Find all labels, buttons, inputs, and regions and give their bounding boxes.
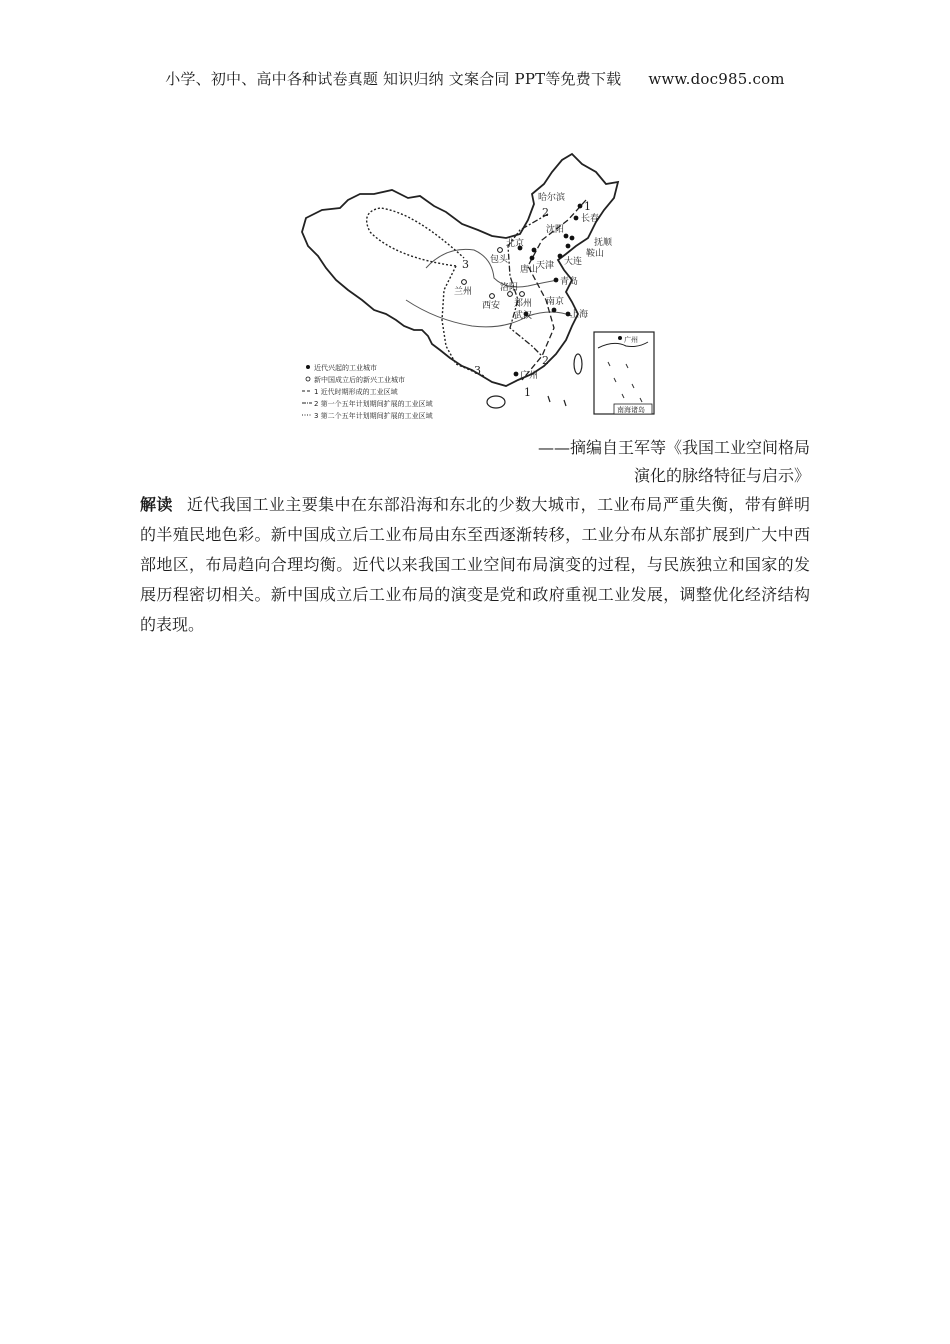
city-label-luoyang: 洛阳 (500, 283, 519, 293)
city-dot-guangzhou (514, 372, 519, 377)
taiwan-island (574, 354, 582, 374)
city-label-changchun: 长春 (581, 214, 600, 224)
legend-item-region-1: 1 近代时期形成的工业区域 (314, 388, 398, 396)
header-site: www.doc985.com (648, 70, 785, 88)
analysis-text: 近代我国工业主要集中在东部沿海和东北的少数大城市，工业布局严重失衡，带有鲜明的半殖民地色彩。新中国成立后工业布局由东至西逐渐转移，工业分布从东部扩展到广大中西部地区，布局趋向合理均衡。近代以来我国工业空间布局演变的过程，与民族独立和国家的发展历程密切相关。新中国成立后工业布局的演变是党和政府重视工业发展，调整优化经济结构的表现。 (140, 495, 810, 634)
legend-item-region-2: 2 第一个五年计划期间扩展的工业区域 (314, 400, 433, 408)
city-label-tangshan: 唐山 (520, 265, 539, 275)
city-label-zhengzhou: 郑州 (514, 299, 533, 309)
city-label-wuhan: 武汉 (514, 311, 533, 321)
city-label-shanghai: 上海 (570, 310, 589, 320)
region-number-1a: 1 (584, 200, 591, 213)
region-number-1b: 1 (524, 386, 531, 399)
citation-line-2: 演化的脉络特征与启示》 (633, 466, 810, 485)
city-dot-tianjin (530, 256, 535, 261)
city-label-tianjin: 天津 (536, 261, 555, 271)
citation-line-1: ——摘编自王军等《我国工业空间格局 (537, 438, 810, 457)
region-number-3b: 3 (474, 364, 481, 377)
city-label-xian: 西安 (482, 301, 501, 311)
header-title: 小学、初中、高中各种试卷真题 知识归纳 文案合同 PPT等免费下载 (165, 70, 622, 88)
inset-label: 南海诸岛 (617, 406, 645, 414)
city-label-shenyang: 沈阳 (546, 225, 565, 235)
legend-item-modern: 近代兴起的工业城市 (314, 364, 377, 372)
city-dot-anshan (566, 244, 571, 249)
analysis-lead: 解读 (140, 495, 173, 514)
city-dot-qingdao (554, 278, 559, 283)
city-dot-xian (490, 294, 495, 299)
analysis-paragraph (140, 490, 810, 640)
page-header (0, 68, 950, 89)
city-label-baotou: 包头 (490, 255, 509, 265)
city-label-nanjing: 南京 (546, 297, 565, 307)
industry-map-figure (296, 150, 658, 422)
city-label-harbin: 哈尔滨 (538, 193, 566, 203)
city-dot-shenyang (564, 234, 569, 239)
city-dot-harbin (578, 204, 583, 209)
city-dot-zhengzhou (520, 292, 525, 297)
city-label-lanzhou: 兰州 (454, 287, 473, 297)
region-number-2a: 2 (542, 206, 549, 219)
inset-city-label: 广州 (624, 336, 638, 344)
city-label-beijing: 北京 (506, 239, 525, 249)
map-legend (302, 363, 433, 420)
inset-city-dot (618, 336, 622, 340)
city-dot-nanjing (552, 308, 557, 313)
coast-islands (548, 396, 566, 406)
legend-item-new: 新中国成立后的新兴工业城市 (314, 376, 405, 384)
city-dot-dalian (558, 254, 563, 259)
city-label-fushun: 抚顺 (594, 238, 613, 248)
legend-dot-modern (306, 365, 310, 369)
city-label-anshan: 鞍山 (586, 249, 605, 259)
china-industry-map (296, 150, 658, 422)
city-dot-lanzhou (462, 280, 467, 285)
city-dot-fushun (570, 236, 575, 241)
hainan-island (487, 396, 505, 408)
city-label-dalian: 大连 (564, 257, 583, 267)
region-number-2b: 2 (542, 354, 549, 367)
city-dot-baotou (498, 248, 503, 253)
china-outline (302, 154, 618, 386)
legend-item-region-3: 3 第二个五年计划期间扩展的工业区域 (314, 412, 433, 420)
city-dot-changchun (574, 216, 579, 221)
city-label-qingdao: 青岛 (560, 277, 579, 287)
city-label-guangzhou: 广州 (520, 371, 539, 381)
south-sea-inset (594, 332, 654, 414)
legend-dot-new (306, 377, 310, 381)
region-number-3a: 3 (462, 258, 469, 271)
city-dot-tangshan (532, 248, 537, 253)
